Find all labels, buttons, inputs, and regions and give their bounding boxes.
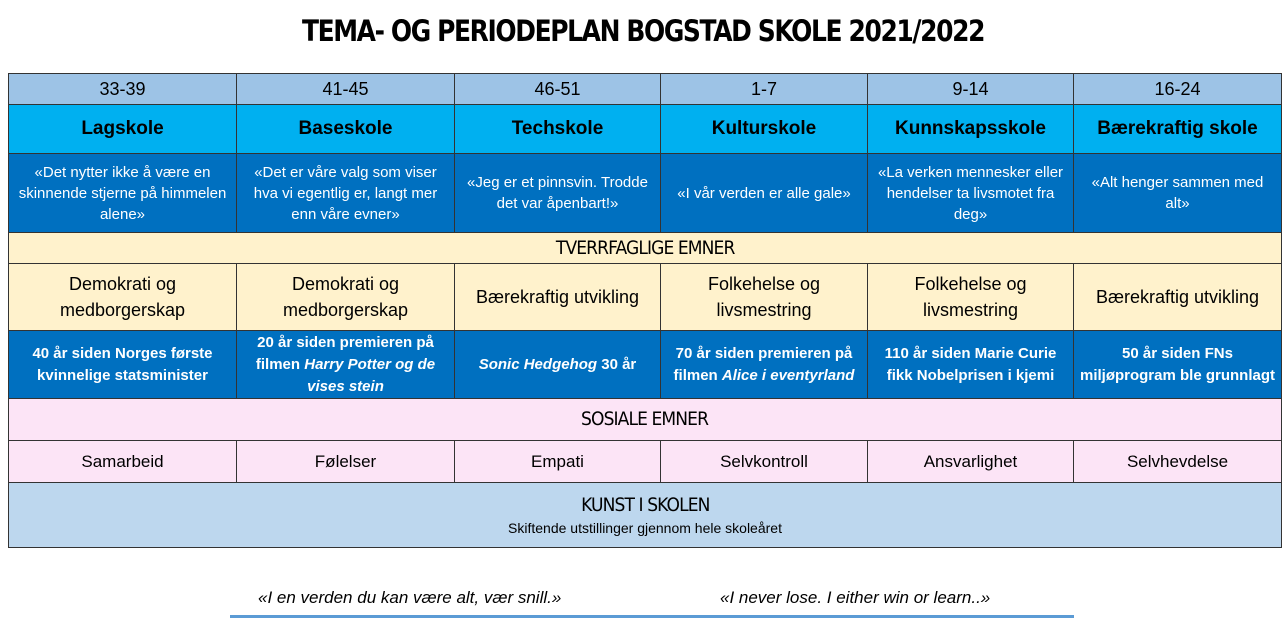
- tverrfaglig-cell: Demokrati og medborgerskap: [9, 264, 237, 331]
- tverrfaglig-cell: Demokrati og medborgerskap: [237, 264, 455, 331]
- quote-cell: «Jeg er et pinnsvin. Trodde det var åpenbart!»: [455, 154, 661, 233]
- sosial-cell: Empati: [455, 441, 661, 483]
- sosial-cell: Selvkontroll: [661, 441, 868, 483]
- sosiale-heading: [9, 399, 1282, 441]
- sosial-cell: Samarbeid: [9, 441, 237, 483]
- sosiale-heading-text: SOSIALE EMNER: [581, 408, 709, 430]
- film-title: Alice i eventyrland: [721, 366, 855, 384]
- weeks-row: [9, 74, 1282, 105]
- quote-cell: «La verken mennesker eller hendelser ta livsmotet fra deg»: [868, 154, 1074, 233]
- page-title: TEMA- OG PERIODEPLAN BOGSTAD SKOLE 2021/2022: [301, 14, 985, 48]
- footer-divider: [230, 615, 1074, 618]
- anniversary-cell: [455, 331, 661, 399]
- tverrfaglige-heading: [9, 233, 1282, 264]
- game-title: Sonic Hedgehog: [478, 355, 598, 373]
- school-cell: Kulturskole: [661, 105, 868, 154]
- tverrfaglige-row: [9, 264, 1282, 331]
- footer-quote-right: «I never lose. I either win or learn..»: [720, 588, 991, 607]
- tverrfaglig-cell: Bærekraftig utvikling: [1074, 264, 1282, 331]
- kunst-cell: [9, 483, 1282, 548]
- sosial-cell: Følelser: [237, 441, 455, 483]
- school-cell: Techskole: [455, 105, 661, 154]
- tverrfaglig-cell: Bærekraftig utvikling: [455, 264, 661, 331]
- week-cell: 41-45: [237, 74, 455, 105]
- anniversary-text: 30 år: [597, 355, 637, 373]
- anniversary-cell: [237, 331, 455, 399]
- sosial-cell: Selvhevdelse: [1074, 441, 1282, 483]
- kunst-row: [9, 483, 1282, 548]
- anniversary-cell: [661, 331, 868, 399]
- week-cell: 1-7: [661, 74, 868, 105]
- period-plan-table: [8, 73, 1282, 548]
- quotes-row: [9, 154, 1282, 233]
- tverrfaglig-cell: Folkehelse og livsmestring: [868, 264, 1074, 331]
- kunst-subtitle: Skiftende utstillinger gjennom hele skoleåret: [508, 520, 782, 536]
- school-cell: Lagskole: [9, 105, 237, 154]
- anniversary-text: 70 år siden premieren på filmen: [673, 344, 853, 384]
- film-title: Harry Potter og de vises stein: [304, 355, 436, 395]
- anniversary-cell: 40 år siden Norges første kvinnelige statsminister: [9, 331, 237, 399]
- kunst-heading: KUNST I SKOLEN: [580, 494, 710, 516]
- school-cell: Baseskole: [237, 105, 455, 154]
- week-cell: 16-24: [1074, 74, 1282, 105]
- sosiale-heading-row: [9, 399, 1282, 441]
- quote-cell: «I vår verden er alle gale»: [661, 154, 868, 233]
- tverrfaglige-heading-text: TVERRFAGLIGE EMNER: [555, 236, 735, 259]
- quote-cell: «Det er våre valg som viser hva vi egentlig er, langt mer enn våre evner»: [237, 154, 455, 233]
- school-cell: Bærekraftig skole: [1074, 105, 1282, 154]
- week-cell: 33-39: [9, 74, 237, 105]
- footer-quote-left: «I en verden du kan være alt, vær snill.»: [258, 588, 562, 607]
- quote-cell: «Det nytter ikke å være en skinnende stjerne på himmelen alene»: [9, 154, 237, 233]
- sosial-cell: Ansvarlighet: [868, 441, 1074, 483]
- school-cell: Kunnskapsskole: [868, 105, 1074, 154]
- anniversary-cell: 110 år siden Marie Curie fikk Nobelprisen i kjemi: [868, 331, 1074, 399]
- anniversaries-row: [9, 331, 1282, 399]
- tverrfaglig-cell: Folkehelse og livsmestring: [661, 264, 868, 331]
- anniversary-text: 20 år siden premieren på filmen: [255, 333, 434, 373]
- anniversary-cell: 50 år siden FNs miljøprogram ble grunnlagt: [1074, 331, 1282, 399]
- sosiale-row: [9, 441, 1282, 483]
- week-cell: 9-14: [868, 74, 1074, 105]
- tverrfaglige-heading-row: [9, 233, 1282, 264]
- week-cell: 46-51: [455, 74, 661, 105]
- quote-cell: «Alt henger sammen med alt»: [1074, 154, 1282, 233]
- schools-row: [9, 105, 1282, 154]
